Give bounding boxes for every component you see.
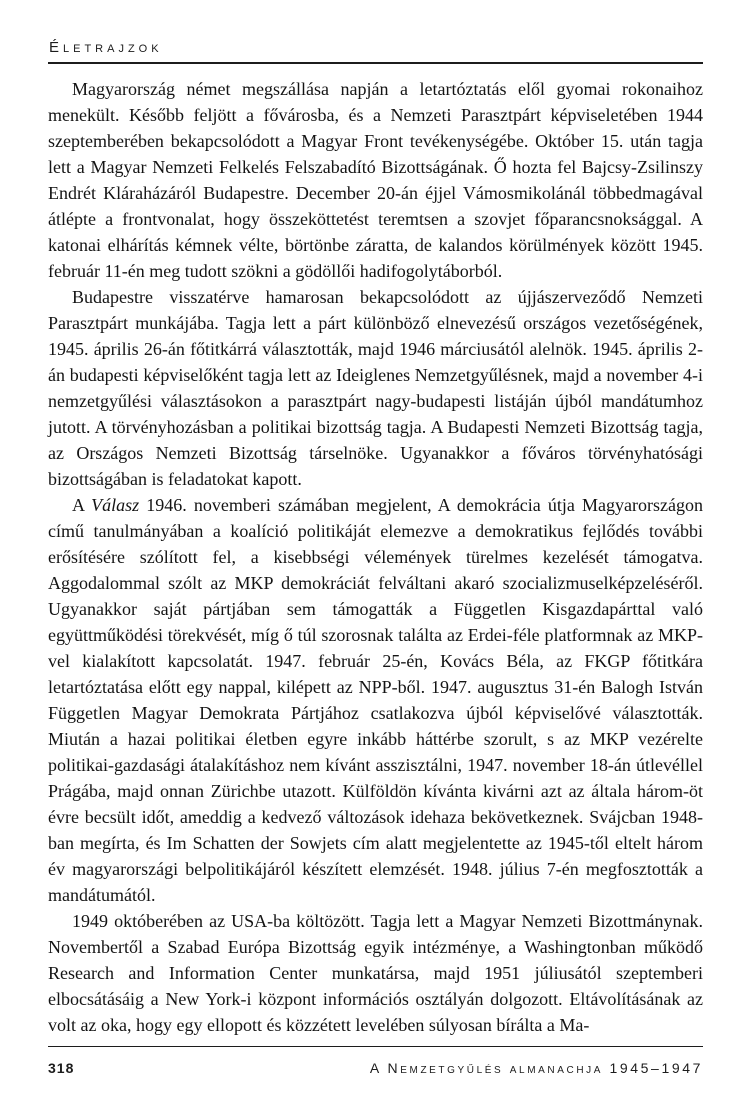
page-number: 318 <box>48 1060 75 1076</box>
paragraph <box>48 908 703 1038</box>
text-run: Budapestre visszatérve hamarosan bekapcsolódott az újjászerveződő Nemzeti Parasztpárt munkájába. Tagja lett a párt különböző elnevezésű országos vezetőségének, 1945. április 26-án főtitkárrá választották, majd 1946 márciusától alelnök. 1945. április 2-án budapesti képviselőként tagja lett az Ideiglenes Nemzetgyűlésnek, majd a november 4-i nemzetgyűlési választásokon a parasztpárt nagy-budapesti listáján újból mandátumhoz jutott. A törvényhozásban a politikai bizottság tagja. A Budapesti Nemzeti Bizottság tagja, az Országos Nemzeti Bizottság társelnöke. Ugyanakkor a főváros törvényhatósági bizottságában is feladatokat kapott. <box>48 287 703 489</box>
paragraph <box>48 492 703 908</box>
italic-text-run: Válasz <box>91 495 140 515</box>
paragraph <box>48 76 703 284</box>
paragraph <box>48 284 703 492</box>
text-run: A <box>72 495 92 515</box>
footer-rule <box>48 1046 703 1047</box>
text-run: Magyarország német megszállása napján a letartóztatás elől gyomai rokonaihoz menekült. Később feljött a fővárosba, és a Nemzeti Parasztpárt képviseletében 1944 szeptemberében bekapcsolódott a Magyar Front tevékenységébe. Október 15. után tagja lett a Magyar Nemzeti Felkelés Felszabadító Bizottságának. Ő hozta fel Bajcsy-Zsilinszy Endrét Kláraházáról Budapestre. December 20-án éjjel Vámosmikolánál többedmagával átlépte a frontvonalat, hogy összeköttetést teremtsen a szovjet főparancsnoksággal. A katonai elhárítás kémnek vélte, börtönbe záratta, de kalandos körülmények között 1945. február 11-én meg tudott szökni a gödöllői hadifogolytáborból. <box>48 79 703 281</box>
page-header <box>48 40 703 64</box>
header-rule <box>48 62 703 64</box>
body-paragraphs <box>48 76 703 1038</box>
footer-book-title: A Nemzetgyűlés almanachja 1945–1947 <box>369 1060 703 1076</box>
running-header-title: Életrajzok <box>49 39 163 56</box>
text-run: 1946. novemberi számában megjelent, A demokrácia útja Magyarországon című tanulmányában a koalíció politikáját elemezve a demokratikus fejlődés további erősítésére szólított fel, a kisebbségi vélemények türelmes kezelését támogatva. Aggodalommal szólt az MKP demokráciát felváltani akaró szocializmuselképzeléséről. Ugyanakkor saját pártjában sem támogatták a Független Kisgazdapárttal való együttműködési törekvését, míg ő túl szorosnak találta az Erdei-féle platformnak az MKP-vel kialakított kapcsolatát. 1947. február 25-én, Kovács Béla, az FKGP főtitkára letartóztatása előtt egy nappal, kilépett az NPP-ből. 1947. augusztus 31-én Balogh István Független Magyar Demokrata Pártjához csatlakozva újból képviselővé választották. Miután a hazai politikai életben egyre inkább háttérbe szorult, s az MKP vezérelte politikai-gazdasági átalakításhoz nem kívánt asszisztálni, 1947. november 18-án útlevéllel Prágába, majd onnan Zürichbe utazott. Külföldön kívánta kivárni azt az általa három-öt évre becsült időt, ameddig a kedvező változások idehaza bekövetkeznek. Svájcban 1948-ban megírta, és Im Schatten der Sowjets cím alatt megjelentette az 1945-től eltelt három év magyarországi belpolitikájáról készített elemzését. 1948. július 7-én megfosztották a mandátumától. <box>48 495 703 905</box>
page-footer <box>48 1046 703 1112</box>
footer-row <box>48 1060 703 1076</box>
text-run: 1949 októberében az USA-ba költözött. Tagja lett a Magyar Nemzeti Bizottmánynak. Novembertől a Szabad Európa Bizottság egyik intézménye, a Washingtonban működő Research and Information Center munkatársa, majd 1951 júliusától szeptemberi elbocsátásáig a New York-i központ információs osztályán dolgozott. Eltávolításának az volt az oka, hogy egy ellopott és közzétett levelében súlyosan bírálta a Ma- <box>48 911 703 1035</box>
